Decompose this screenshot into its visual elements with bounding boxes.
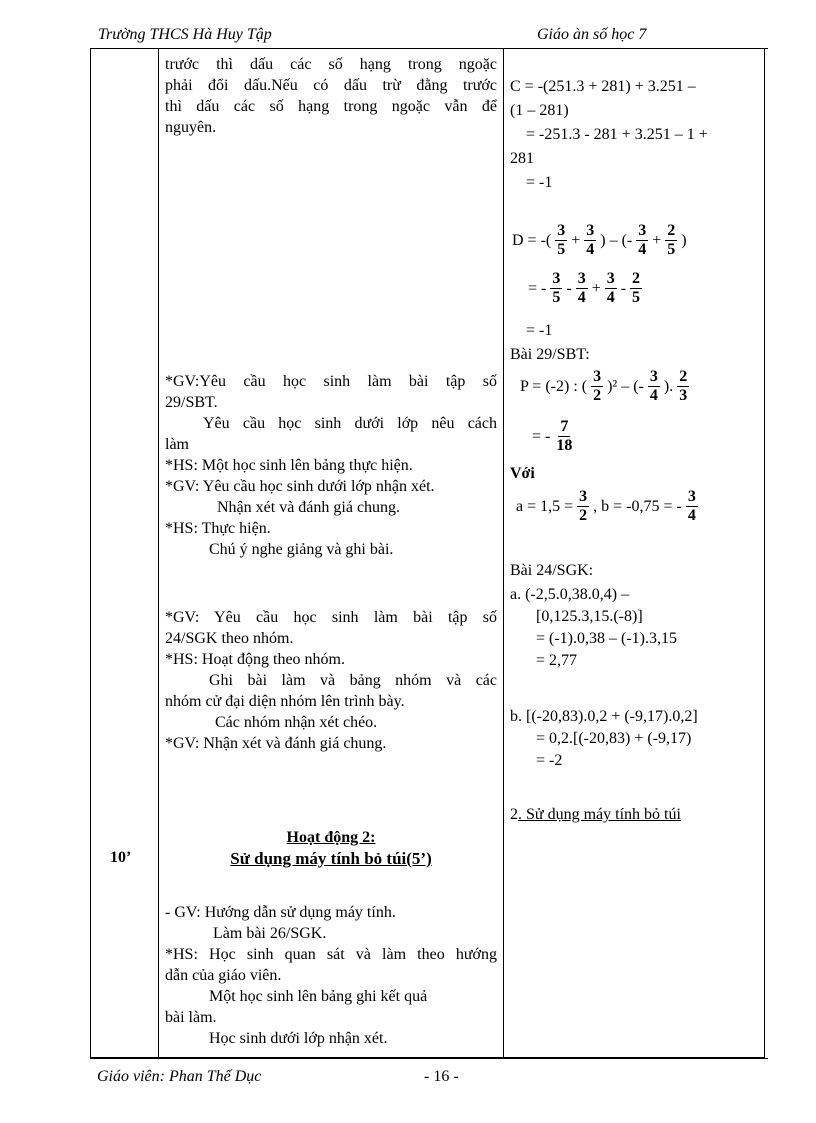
numerator: 7	[560, 418, 569, 435]
denominator: 5	[552, 289, 561, 306]
math-line: a. (-2,5.0,38.0,4) –	[510, 586, 630, 603]
numerator: 3	[586, 222, 595, 239]
math-text: P = (-2) : (	[520, 377, 588, 395]
numerator: 3	[579, 488, 588, 505]
text-line: Các nhóm nhận xét chéo.	[215, 714, 378, 731]
math-line: = -2	[536, 752, 563, 769]
math-line: (1 – 281)	[510, 102, 569, 119]
fraction	[584, 222, 596, 259]
text-line: phải đổi dấu.Nếu có dấu trừ đằng trước	[165, 77, 497, 94]
part-a	[510, 584, 677, 672]
math-line: = -1	[526, 174, 553, 191]
text-line: *GV: Yêu cầu học sinh làm bài tập số	[165, 609, 497, 626]
text-line: nguyên.	[165, 119, 217, 136]
text-line: làm	[165, 436, 189, 453]
numerator: 3	[638, 222, 647, 239]
with-label: Với	[510, 465, 535, 482]
fraction	[636, 222, 648, 259]
denominator: 3	[679, 387, 688, 404]
column-divider	[158, 48, 159, 1057]
text-line: *GV: Yêu cầu học sinh dưới lớp nhận xét.	[165, 478, 435, 495]
text-line: *HS: Một học sinh lên bảng thực hiện.	[165, 457, 413, 474]
text-line: Chú ý nghe giảng và ghi bài.	[209, 541, 394, 558]
numerator: 3	[557, 222, 566, 239]
text-line: Yêu cầu học sinh dưới lớp nêu cách	[203, 415, 497, 432]
math-text: )² – (-	[607, 377, 644, 395]
exercise-29-title: Bài 29/SBT:	[510, 346, 590, 363]
denominator: 2	[593, 387, 602, 404]
p-result	[530, 418, 576, 455]
denominator: 4	[687, 507, 696, 524]
math-text: = -	[532, 427, 551, 445]
math-text: -	[620, 279, 627, 297]
d-equation-1	[510, 222, 689, 259]
denominator: 4	[577, 289, 586, 306]
d-equation-2	[526, 270, 644, 307]
d-result: = -1	[526, 322, 553, 339]
denominator: 4	[606, 289, 615, 306]
footer-rule	[90, 1058, 768, 1059]
numerator: 3	[577, 270, 586, 287]
math-line: = 0,2.[(-20,83) + (-9,17)	[536, 730, 692, 747]
numerator: 3	[593, 368, 602, 385]
denominator: 5	[632, 289, 641, 306]
exercise-24-block	[165, 607, 497, 754]
time-cell: 10’	[110, 849, 132, 866]
section-2-heading	[510, 804, 681, 825]
denominator: 4	[638, 241, 647, 258]
denominator: 4	[649, 387, 658, 404]
fraction	[648, 368, 660, 405]
text-line: thì dấu các số hạng trong ngoặc vẫn để	[165, 98, 497, 115]
math-text: = -	[528, 279, 547, 297]
math-line: = 2,77	[536, 652, 578, 669]
ab-equation	[514, 488, 700, 525]
math-text: )	[681, 231, 687, 249]
fraction	[576, 270, 588, 307]
section-number: 2	[510, 806, 518, 823]
math-line: 281	[510, 150, 534, 167]
activity-heading	[165, 827, 497, 869]
math-line: = (-1).0,38 – (-1).3,15	[536, 630, 677, 647]
text-line: *GV:Yêu cầu học sinh làm bài tập số	[165, 373, 497, 390]
numerator: 2	[667, 222, 676, 239]
column-divider	[503, 48, 504, 1057]
fraction	[686, 488, 698, 525]
activity-subtitle: Sử dụng máy tính bỏ túi(5’)	[230, 849, 432, 868]
text-line: trước thì dấu các số hạng trong ngoặc	[165, 56, 497, 73]
fraction	[677, 368, 689, 405]
exercise-24-title: Bài 24/SGK:	[510, 562, 594, 579]
text-line: dẫn của giáo viên.	[165, 967, 282, 984]
part-b	[510, 706, 698, 772]
numerator: 3	[606, 270, 615, 287]
fraction	[554, 418, 574, 455]
text-line: 29/SBT.	[165, 394, 218, 411]
intro-text	[165, 54, 497, 138]
fraction	[605, 270, 617, 307]
denominator: 18	[556, 437, 573, 454]
math-line: b. [(-20,83).0,2 + (-9,17).0,2]	[510, 708, 698, 725]
exercise-29-block	[165, 371, 497, 560]
text-line: - GV: Hướng dẫn sử dụng máy tính.	[165, 904, 396, 921]
text-line: Học sinh dưới lớp nhận xét.	[209, 1030, 388, 1047]
math-text: D = -(	[512, 231, 552, 249]
school-header: Trường THCS Hà Huy Tập	[98, 26, 272, 43]
calculator-block	[165, 902, 497, 1049]
math-text: ).	[663, 377, 674, 395]
denominator: 2	[579, 507, 588, 524]
page-number: - 16 -	[424, 1068, 459, 1085]
fraction	[555, 222, 567, 259]
text-line: *HS: Hoạt động theo nhóm.	[165, 651, 345, 668]
denominator: 4	[586, 241, 595, 258]
numerator: 2	[679, 368, 688, 385]
teacher-footer: Giáo viên: Phan Thế Dục	[97, 1068, 262, 1085]
text-line: Một học sinh lên bảng ghi kết quả	[209, 988, 428, 1005]
numerator: 2	[632, 270, 641, 287]
math-text: +	[652, 231, 662, 249]
activity-title: Hoạt động 2:	[286, 829, 376, 846]
section-title: . Sử dụng máy tính bỏ túi	[518, 806, 681, 823]
fraction	[630, 270, 642, 307]
numerator: 3	[552, 270, 561, 287]
c-calculation	[510, 75, 708, 195]
fraction	[550, 270, 562, 307]
fraction	[665, 222, 677, 259]
fraction	[577, 488, 589, 525]
fraction	[591, 368, 603, 405]
math-text: +	[591, 279, 601, 297]
text-line: *GV: Nhận xét và đánh giá chung.	[165, 735, 387, 752]
denominator: 5	[557, 241, 566, 258]
math-text: , b = -0,75 = -	[593, 497, 682, 515]
math-line: C = -(251.3 + 281) + 3.251 –	[510, 78, 696, 95]
text-line: Ghi bài làm và bảng nhóm và các	[209, 672, 497, 689]
p-equation	[518, 368, 691, 405]
math-text: -	[566, 279, 572, 297]
text-line: nhóm cử đại diện nhóm lên trình bày.	[165, 693, 405, 710]
text-line: bài làm.	[165, 1009, 217, 1026]
subject-header: Giáo àn số học 7	[537, 26, 647, 43]
math-line: [0,125.3,15.(-8)]	[536, 608, 643, 625]
numerator: 3	[687, 488, 696, 505]
math-line: = -251.3 - 281 + 3.251 – 1 +	[526, 126, 708, 143]
math-text: ) – (-	[600, 231, 633, 249]
text-line: Làm bài 26/SGK.	[213, 925, 327, 942]
math-text: +	[571, 231, 581, 249]
text-line: *HS: Học sinh quan sát và làm theo hướng	[165, 946, 497, 963]
numerator: 3	[649, 368, 658, 385]
text-line: *HS: Thực hiện.	[165, 520, 271, 537]
text-line: Nhận xét và đánh giá chung.	[217, 499, 401, 516]
denominator: 5	[667, 241, 676, 258]
math-text: a = 1,5 =	[516, 497, 574, 515]
text-line: 24/SGK theo nhóm.	[165, 630, 294, 647]
